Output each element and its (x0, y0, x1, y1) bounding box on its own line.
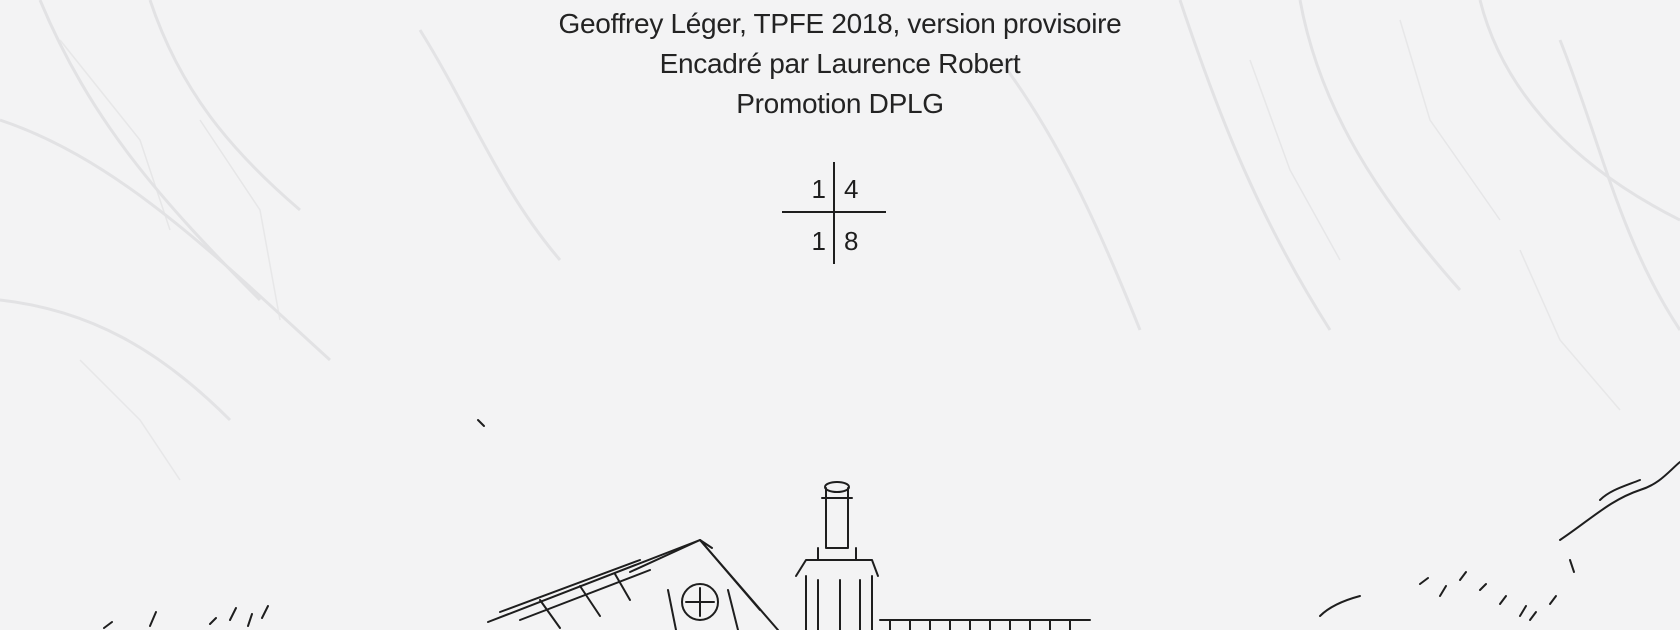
author-line: Geoffrey Léger, TPFE 2018, version provisoire (558, 8, 1122, 39)
promotion-line: Promotion DPLG (736, 88, 944, 119)
cross-bottom-left: 1 (811, 226, 826, 256)
cross-top-right: 4 (844, 174, 859, 204)
cross-bottom-right: 8 (844, 226, 859, 256)
supervisor-line: Encadré par Laurence Robert (659, 48, 1021, 79)
cross-top-left: 1 (811, 174, 826, 204)
